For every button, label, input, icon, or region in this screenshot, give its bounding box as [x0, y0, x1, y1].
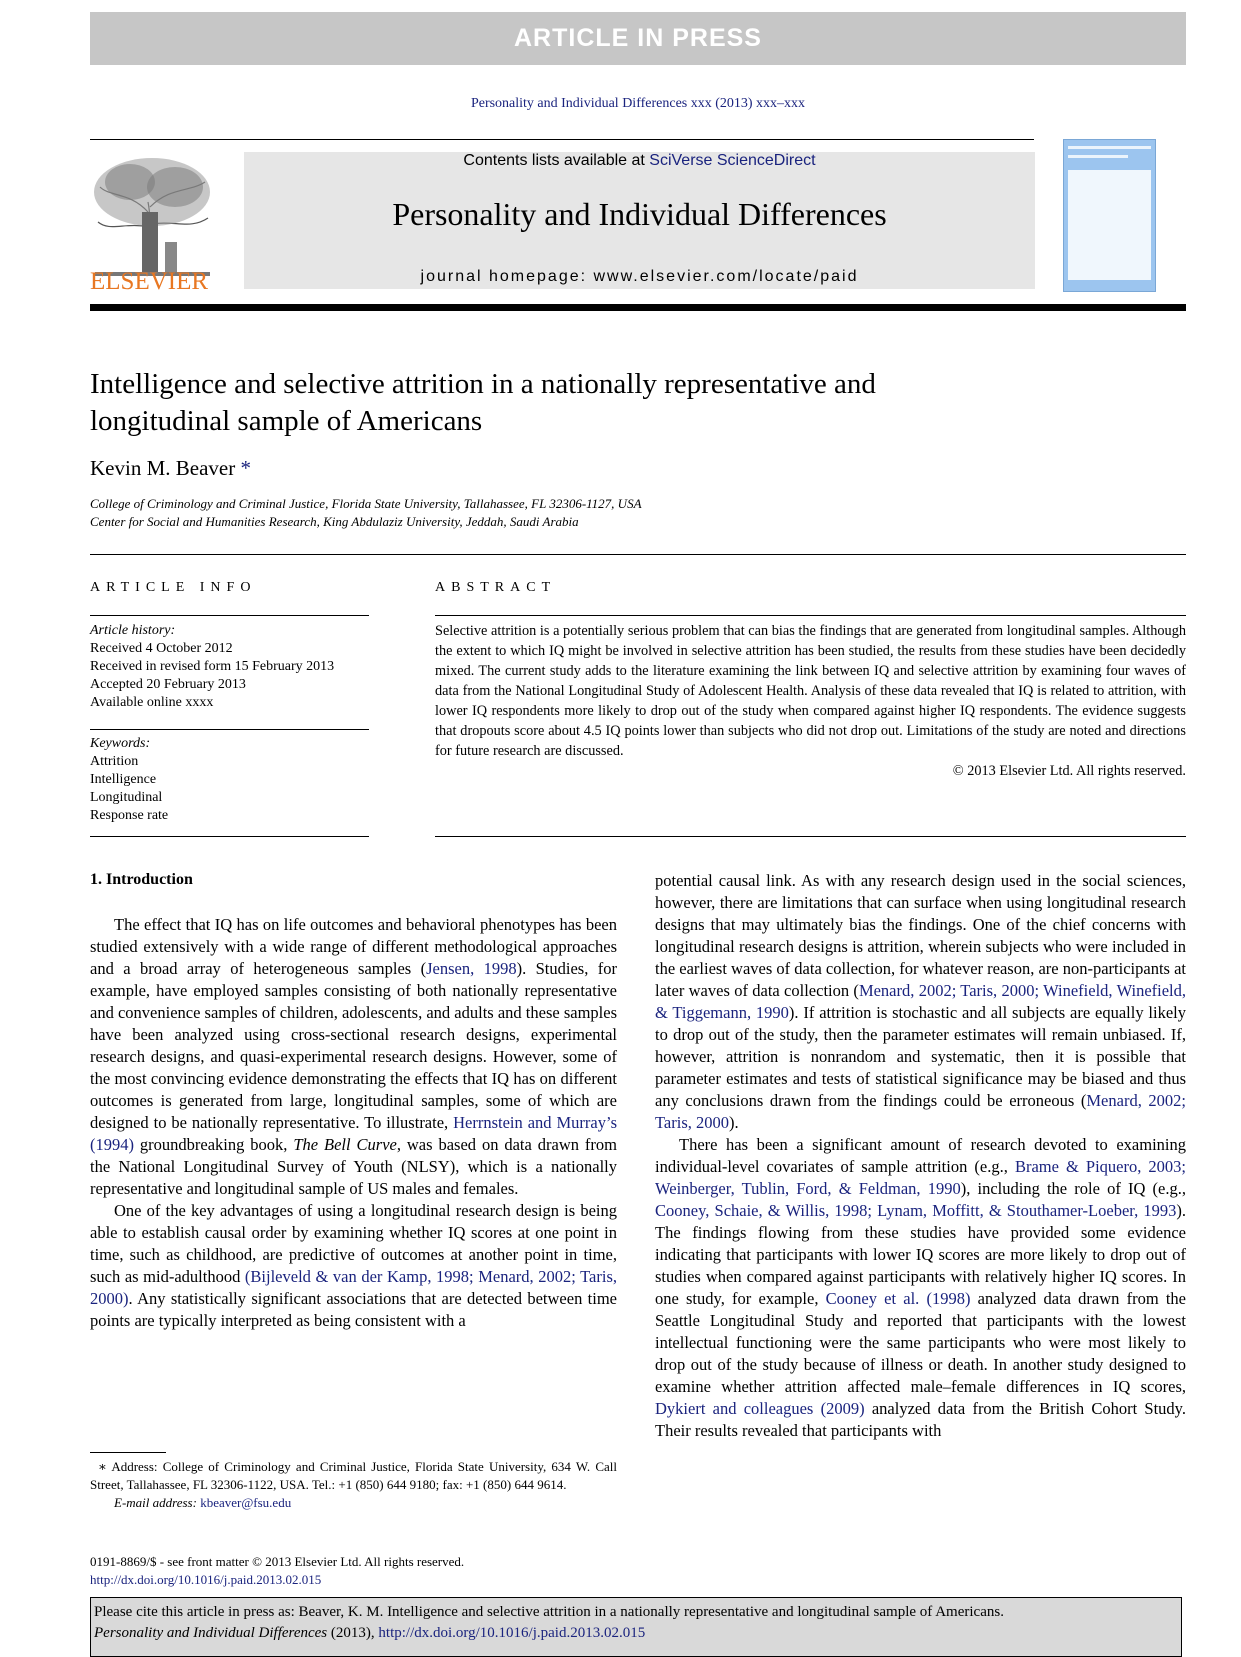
paragraph: There has been a significant amount of research devoted to examining individual-level covariates of sample attrition (e.g., Brame & Piquero, 2003; Weinberger, Tublin, Ford, & Feldman, 1990), including the role of IQ (e.g., Cooney, Schaie, & Willis, 1998; Lynam, Moffitt, & Stouthamer-Loeber, 1993). The findings flowing from these studies have provided some evidence indicating that participants with lower IQ scores are more likely to drop out of studies when compared against participants with relatively higher IQ scores. In one study, for example, Cooney et al. (1998) analyzed data drawn from the Seattle Longitudinal Study and reported that participants with the lowest intellectual functioning were the same participants who were most likely to drop out of the study because of illness or death. In another study designed to examine whether attrition affected male–female differences in IQ scores, Dykiert and colleagues (2009) analyzed data from the British Cohort Study. Their results revealed that participants with: [655, 1135, 1187, 1440]
citation-box: Please cite this article in press as: Beaver, K. M. Intelligence and selective attrition in a nationally representative and longitudinal sample of Americans. Personality and Individual Differences (2013), http://dx.doi.org/10.1016/j.paid.2013.02.015: [90, 1597, 1182, 1657]
section-heading-introduction: 1. Introduction: [90, 871, 193, 888]
abstract-copyright: © 2013 Elsevier Ltd. All rights reserved.: [952, 763, 1186, 779]
citation-link[interactable]: Cooney, Schaie, & Willis, 1998; Lynam, Moffitt, & Stouthamer-Loeber, 1993: [655, 1201, 1177, 1220]
article-title: Intelligence and selective attrition in a nationally representative and longitudinal sample of Americans: [90, 368, 876, 437]
divider: [90, 729, 369, 730]
cite-journal: Personality and Individual Differences: [94, 1625, 328, 1641]
sciencedirect-link[interactable]: SciVerse ScienceDirect: [649, 152, 816, 169]
citation-link[interactable]: (Bijleveld & van der Kamp, 1998; Menard, 2002; Taris, 2000): [90, 1267, 617, 1308]
article-in-press-banner: ARTICLE IN PRESS: [90, 12, 1186, 65]
paragraph: One of the key advantages of using a longitudinal research design is being able to establish causal order by examining whether IQ scores at one point in time, such as childhood, are predictive of outcomes at another point in time, such as mid-adulthood (Bijleveld & van der Kamp, 1998; Menard, 2002; Taris, 2000). Any statistically significant associations that are detected between time points are typically interpreted as being consistent with a: [90, 1201, 617, 1330]
citation-link[interactable]: Menard, 2002; Taris, 2000: [655, 1091, 1186, 1132]
history-item: Received 4 October 2012: [90, 641, 233, 656]
citation-link[interactable]: Cooney et al. (1998): [825, 1289, 971, 1308]
keywords-label: Keywords:: [90, 736, 151, 751]
author-footnote: ∗ Address: College of Criminology and Criminal Justice, Florida State University, 634 W. Call Street, Tallahassee, FL 32306-1122, USA. Tel.: +1 (850) 644 9180; fax: +1 (850) 644 9614. E-mail address: kbeaver@fsu.edu: [90, 1459, 617, 1510]
body-column-left: [90, 914, 617, 1332]
journal-title: Personality and Individual Differences: [392, 196, 887, 232]
issn-line: 0191-8869/$ - see front matter © 2013 Elsevier Ltd. All rights reserved.: [90, 1554, 465, 1569]
journal-homepage[interactable]: journal homepage: www.elsevier.com/locate/paid: [420, 268, 859, 285]
elsevier-wordmark: ELSEVIER: [90, 268, 209, 295]
divider: [90, 554, 1186, 555]
keyword: Longitudinal: [90, 790, 163, 805]
keyword: Attrition: [90, 754, 139, 769]
author-name: Kevin M. Beaver: [90, 456, 236, 480]
divider: [90, 836, 369, 837]
keyword: Intelligence: [90, 772, 157, 787]
footnote-rule: [90, 1452, 166, 1453]
journal-cover-thumbnail: [1063, 139, 1156, 292]
divider: [90, 139, 1034, 140]
paragraph: The effect that IQ has on life outcomes and behavioral phenotypes has been studied extensively with a wide range of different methodological approaches and a broad array of heterogeneous samples (Jensen, 1998). Studies, for example, have employed samples consisting of both nationally representative and convenience samples of children, adolescents, and adults and these samples have been analyzed using cross-sectional research designs, experimental research designs, and quasi-experimental research designs. However, some of the most convincing evidence demonstrating the effects that IQ has on different outcomes is generated from large, longitudinal samples, some of which are designed to be nationally representative. To illustrate, Herrnstein and Murray’s (1994) groundbreaking book, The Bell Curve, was based on data drawn from the National Longitudinal Survey of Youth (NLSY), which is a nationally representative and longitudinal sample of US males and females.: [90, 915, 617, 1198]
citation-link[interactable]: Brame & Piquero, 2003; Weinberger, Tublin, Ford, & Feldman, 1990: [655, 1157, 1186, 1198]
history-item: Accepted 20 February 2013: [90, 677, 246, 692]
issn-block: [90, 1553, 464, 1589]
citation-link[interactable]: Herrnstein and Murray’s (1994): [90, 1113, 617, 1154]
article-history: [90, 622, 334, 712]
keyword: Response rate: [90, 808, 169, 823]
abstract-heading: ABSTRACT: [435, 580, 557, 595]
affiliation-2: Center for Social and Humanities Research, King Abdulaziz University, Jeddah, Saudi Arabia: [90, 514, 579, 529]
affiliation-1: College of Criminology and Criminal Justice, Florida State University, Tallahassee, FL 32306-1127, USA: [90, 496, 642, 511]
citation-link[interactable]: Menard, 2002; Taris, 2000; Winefield, Winefield, & Tiggemann, 1990: [655, 981, 1186, 1022]
divider: [435, 615, 1186, 616]
doi-link[interactable]: http://dx.doi.org/10.1016/j.paid.2013.02.015: [90, 1572, 322, 1587]
author-line: [90, 456, 251, 481]
history-label: Article history:: [90, 623, 176, 638]
abstract-text: Selective attrition is a potentially serious problem that can bias the findings that are generated from longitudinal samples. Although the extent to which IQ might be involved in selective attrition has been studied, the results from these studies have been decidedly mixed. The current study adds to the literature examining the link between IQ and selective attrition by examining four waves of data from the National Longitudinal Study of Adolescent Health. Analysis of these data revealed that IQ is related to attrition, with lower IQ respondents more likely to drop out of the study when compared against higher IQ respondents. The evidence suggests that dropouts score about 4.5 IQ points lower than subjects who did not drop out. Limitations of the study are noted and directions for future research are discussed.: [435, 623, 1186, 759]
journal-reference-link[interactable]: Personality and Individual Differences xxx (2013) xxx–xxx: [470, 96, 806, 111]
abstract-body: [435, 621, 1186, 781]
cite-line: Please cite this article in press as: Beaver, K. M. Intelligence and selective attrition in a nationally representative and longitudinal sample of Americans.: [94, 1604, 1004, 1620]
divider: [435, 836, 1186, 837]
keywords: [90, 735, 168, 825]
history-item: Received in revised form 15 February 2013: [90, 659, 335, 674]
citation-link[interactable]: Dykiert and colleagues (2009): [655, 1399, 865, 1418]
divider: [90, 615, 369, 616]
author-email-link[interactable]: kbeaver@fsu.edu: [200, 1495, 292, 1510]
citation-link[interactable]: Jensen, 1998: [426, 959, 517, 978]
masthead-rule: [90, 304, 1186, 311]
article-info-heading: ARTICLE INFO: [90, 580, 257, 595]
contents-line: [244, 152, 1035, 170]
contents-prefix: Contents lists available at: [463, 152, 650, 169]
paragraph: potential causal link. As with any research design used in the social sciences, however, there are limitations that can surface when using longitudinal research designs that may ultimately bias the findings. One of the chief concerns with longitudinal research designs is attrition, wherein subjects who were included in the earliest waves of data collection, for whatever reason, are non-participants at later waves of data collection (Menard, 2002; Taris, 2000; Winefield, Winefield, & Tiggemann, 1990). If attrition is stochastic and all subjects are equally likely to drop out of the study, then the parameter estimates will remain unbiased. If, however, attrition is nonrandom and systematic, then it is possible that parameter estimates and tests of statistical significance may be biased and thus any conclusions drawn from the findings could be erroneous (Menard, 2002; Taris, 2000).: [655, 871, 1186, 1132]
author-footnote-mark[interactable]: *: [240, 456, 251, 480]
history-item: Available online xxxx: [90, 695, 214, 710]
body-column-right: [655, 870, 1186, 1442]
cite-doi-link[interactable]: http://dx.doi.org/10.1016/j.paid.2013.02.015: [378, 1625, 646, 1641]
